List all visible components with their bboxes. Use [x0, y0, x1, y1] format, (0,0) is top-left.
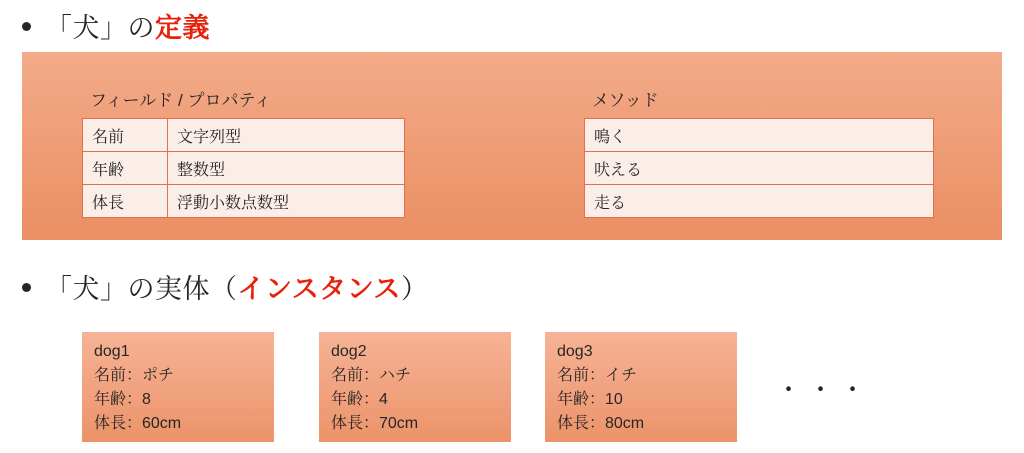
instance-heading-prefix: 「犬」の実体（	[45, 274, 238, 304]
instance-heading	[22, 267, 428, 306]
instance-attr-age: 年齢：4	[331, 391, 388, 408]
instance-box-dog1	[82, 332, 274, 442]
definition-panel	[22, 52, 1002, 240]
table-row	[585, 185, 934, 218]
definition-heading	[22, 6, 210, 45]
definition-heading-accent: 定義	[155, 13, 210, 43]
instance-attr-age: 年齢：8	[94, 391, 151, 408]
field-name-cell: 年齢	[83, 152, 168, 185]
definition-heading-text	[45, 6, 210, 45]
table-row	[585, 119, 934, 152]
instance-id: dog2	[331, 343, 367, 360]
field-name-cell: 名前	[83, 119, 168, 152]
bullet-dot-icon	[22, 22, 31, 31]
field-type-cell: 浮動小数点数型	[168, 185, 405, 218]
instance-id: dog3	[557, 343, 593, 360]
instance-heading-text	[45, 267, 428, 306]
method-cell: 鳴く	[585, 119, 934, 152]
field-type-cell: 整数型	[168, 152, 405, 185]
instance-box-dog2	[319, 332, 511, 442]
definition-heading-prefix: 「犬」の	[45, 13, 155, 43]
bullet-dot-icon	[22, 283, 31, 292]
instance-box-dog3	[545, 332, 737, 442]
continuation-ellipsis: ・・・	[776, 376, 873, 404]
methods-column-title: メソッド	[592, 91, 659, 110]
table-row	[83, 152, 405, 185]
method-cell: 吠える	[585, 152, 934, 185]
fields-table	[82, 118, 405, 218]
instance-attr-age: 年齢：10	[557, 391, 623, 408]
table-row	[83, 185, 405, 218]
instance-attr-name: 名前：ポチ	[94, 367, 175, 384]
methods-table	[584, 118, 934, 218]
instance-heading-accent: インスタンス	[237, 274, 401, 304]
method-cell: 走る	[585, 185, 934, 218]
instance-attr-name: 名前：イチ	[557, 367, 638, 384]
field-name-cell: 体長	[83, 185, 168, 218]
instance-attr-name: 名前：ハチ	[331, 367, 412, 384]
instance-heading-suffix: ）	[400, 274, 429, 304]
instance-id: dog1	[94, 343, 130, 360]
instance-attr-length: 体長：60cm	[94, 415, 182, 432]
fields-column-title: フィールド / プロパティ	[90, 91, 272, 110]
instance-attr-length: 体長：80cm	[557, 415, 645, 432]
table-row	[83, 119, 405, 152]
table-row	[585, 152, 934, 185]
instance-attr-length: 体長：70cm	[331, 415, 419, 432]
field-type-cell: 文字列型	[168, 119, 405, 152]
